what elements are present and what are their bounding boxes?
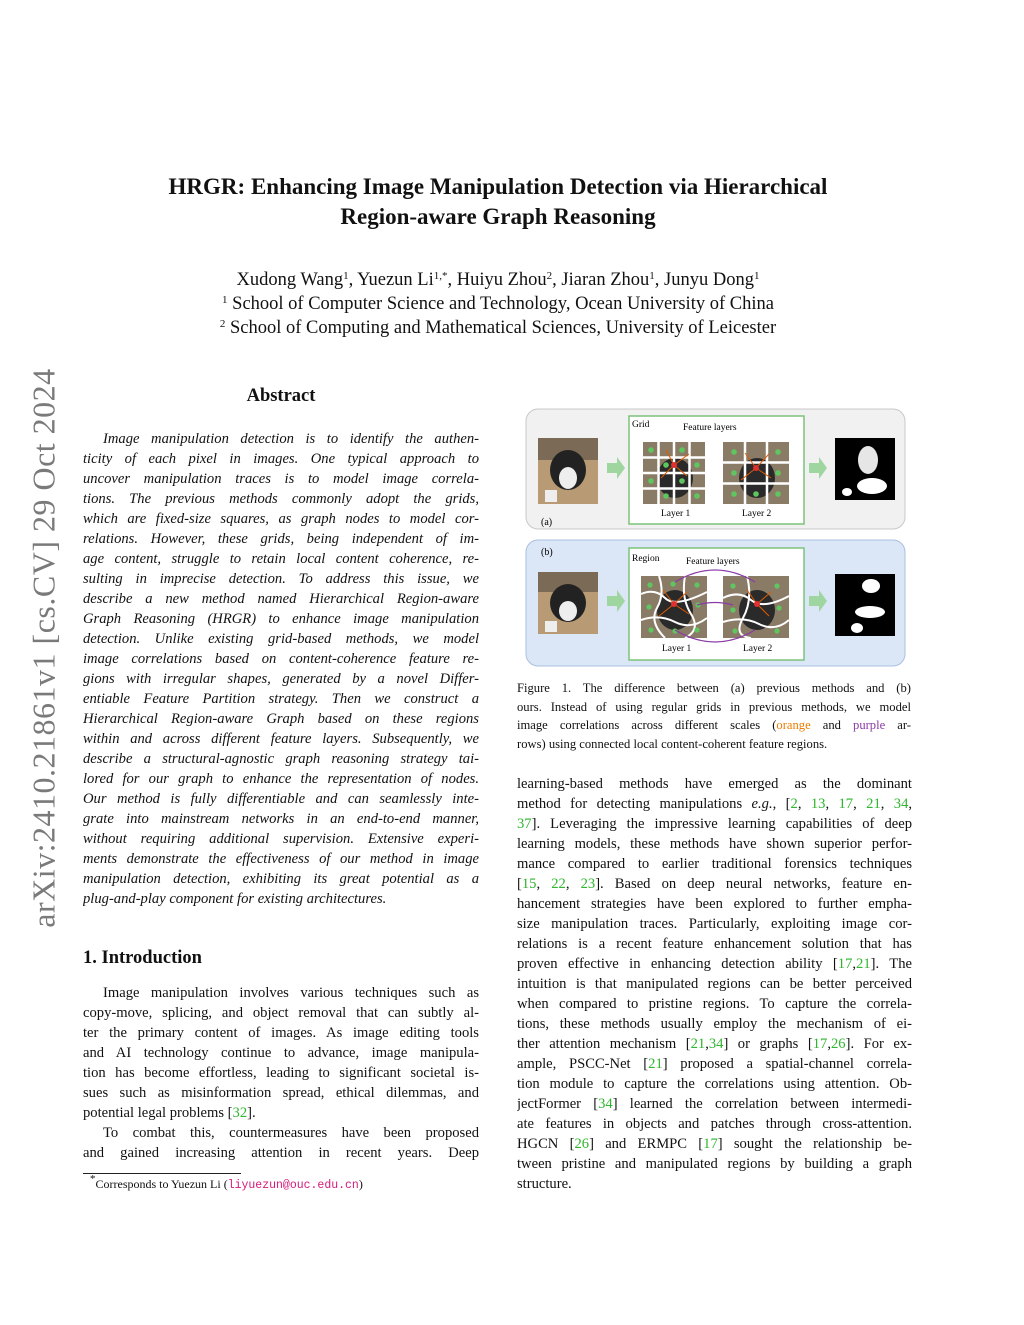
body-line xyxy=(517,1094,912,1114)
author-name: , Jiaran Zhou xyxy=(552,270,650,290)
abstract-line: Graph Reasoning (HRGR) to enhance image manipulation xyxy=(83,611,479,627)
body-line: [15, 22, 23]. Based on deep neural networks, feature en- xyxy=(517,876,912,892)
citation-link[interactable]: 17 xyxy=(703,1136,718,1152)
author-name: , Junyu Dong xyxy=(654,270,754,290)
footnote xyxy=(90,1173,363,1192)
abstract-line: describe a structural-agnostic graph reasoning strategy tai- xyxy=(83,751,479,767)
abstract-line: uncover manipulation traces is to model image correla- xyxy=(83,471,479,487)
citation-link[interactable]: 21 xyxy=(690,1036,706,1052)
text-run: ther attention mechanism [ xyxy=(517,1036,691,1052)
intro-line: sues such as misinformation spread, ethical dilemmas, and xyxy=(83,1085,479,1101)
footnote-mark: * xyxy=(90,1173,96,1185)
abstract-line: image correlations based on content-coherence feature re- xyxy=(83,651,479,667)
body-line: learning-based methods have emerged as the dominant xyxy=(517,776,912,792)
footnote-text: Corresponds to Yuezun Li ( xyxy=(95,1177,228,1191)
layer-2-label-b: Layer 2 xyxy=(743,644,773,654)
text-run: , xyxy=(565,876,581,892)
text-run: ] sought the relationship be- xyxy=(717,1136,912,1152)
citation-link[interactable]: 2 xyxy=(790,796,798,812)
caption-line: rows) using connected local content-coherent feature regions. xyxy=(517,736,828,751)
figure-1 xyxy=(525,408,907,670)
abstract-line: grate into mainstream networks in an end-to-end manner, xyxy=(83,811,479,827)
author-list xyxy=(120,268,876,292)
author-sup: 1 xyxy=(753,270,760,282)
footnote-text: ) xyxy=(358,1177,363,1191)
affiliation-1 xyxy=(120,292,876,316)
footnote-rule xyxy=(83,1173,241,1174)
input-image-a xyxy=(538,438,598,504)
intro-line: copy-move, splicing, and object removal that can subtly al- xyxy=(83,1005,479,1021)
text-run: jectFormer [ xyxy=(517,1096,599,1112)
abstract-line: without requiring additional supervision. Extensive experi- xyxy=(83,831,479,847)
body-line: ther attention mechanism [21,34] or graphs [17,26]. For ex- xyxy=(517,1036,912,1052)
arxiv-id: arXiv:2410.21861v1 [cs.CV] 29 Oct 2024 xyxy=(25,367,62,928)
input-image-b xyxy=(538,572,598,634)
body-line: when compared to pristine regions. To capture the correla- xyxy=(517,996,912,1012)
email-link[interactable]: liyuezun@ouc.edu.cn xyxy=(227,1179,359,1192)
citation-link[interactable]: 21 xyxy=(856,956,871,972)
abstract-line: relations. However, these grids, being independent of im- xyxy=(83,531,479,547)
body-line: structure. xyxy=(517,1176,572,1192)
caption-line: ours. Instead of using regular grids in previous methods, we model xyxy=(517,699,911,714)
abstract-line: lored for our graph to enhance the representation of nodes. xyxy=(83,771,479,787)
abstract-line: ticity of each pixel in images. One typical approach to xyxy=(83,451,479,467)
arxiv-stamp xyxy=(14,355,74,940)
author-name: Xudong Wang xyxy=(236,270,344,290)
citation-link[interactable]: 37 xyxy=(517,816,532,832)
body-line xyxy=(517,814,912,834)
text-run: ample, PSCC-Net [ xyxy=(517,1056,649,1072)
body-line: relations is a recent feature enhancement solution that has xyxy=(517,936,912,952)
citation-link[interactable]: 17 xyxy=(837,956,853,972)
body-line: tions, these methods usually employ the mechanism of ei- xyxy=(517,1016,912,1032)
citation-link[interactable]: 15 xyxy=(521,876,537,892)
text-run: , xyxy=(536,876,552,892)
text-run: e.g. xyxy=(751,796,773,812)
text-run: ]. xyxy=(247,1105,256,1121)
body-line xyxy=(517,1054,912,1074)
body-line: tion module to capture the correlations using attention. Ob- xyxy=(517,1076,912,1092)
text-run: ]. Leveraging the impressive learning capabilities of deep xyxy=(531,816,912,832)
abstract-line: ments demonstrate the effectiveness of our method in image xyxy=(83,851,479,867)
region-label: Region xyxy=(632,554,660,564)
citation-link[interactable]: 32 xyxy=(232,1105,248,1121)
body-line: mance compared to earlier traditional forensics techniques xyxy=(517,856,912,872)
author-sup: 1 xyxy=(649,270,655,282)
text-run: , [ xyxy=(772,796,791,812)
text-run: HGCN [ xyxy=(517,1136,575,1152)
text-run: ]. The xyxy=(870,956,912,972)
intro-line: To combat this, countermeasures have been proposed xyxy=(103,1125,479,1141)
feature-layers-label-b: Feature layers xyxy=(686,557,740,567)
paper-title xyxy=(120,172,876,232)
text-run: ]. For ex- xyxy=(845,1036,912,1052)
text-run: , xyxy=(853,796,867,812)
citation-link[interactable]: 23 xyxy=(580,876,596,892)
body-line: proven effective in enhancing detection ability [17,21]. The xyxy=(517,956,912,972)
body-line xyxy=(517,1134,912,1154)
abstract-heading: Abstract xyxy=(246,386,316,406)
citation-link[interactable]: 22 xyxy=(551,876,566,892)
text-run: ar- xyxy=(885,718,911,732)
layer-2-label-a: Layer 2 xyxy=(742,509,772,519)
orange-word: orange xyxy=(776,718,811,732)
abstract-line: entiable Feature Partition strategy. Then we construct a xyxy=(83,691,479,707)
author-sup: 1 xyxy=(343,270,349,282)
layer-1-regions xyxy=(641,576,707,638)
output-mask-a xyxy=(835,438,895,500)
abstract-line: within and across different feature layers. Subsequently, we xyxy=(83,731,479,747)
text-run: method for detecting manipulations xyxy=(517,796,752,812)
output-mask-b xyxy=(835,574,895,636)
body-line: ate features in objects and patches through cross-attention. xyxy=(517,1116,912,1132)
text-run: ] proposed a spatial-channel correla- xyxy=(662,1056,912,1072)
panel-b-label: (b) xyxy=(541,547,553,558)
text-run: ] and ERMPC [ xyxy=(589,1136,704,1152)
citation-link[interactable]: 13 xyxy=(810,796,826,812)
abstract-line: Hierarchical Region-aware Graph based on these regions xyxy=(83,711,479,727)
text-run: , xyxy=(797,796,811,812)
abstract-line: manipulation detection, exhibiting its great potential as a xyxy=(83,871,479,887)
panel-a-label: (a) xyxy=(541,517,553,528)
text-run: ] or graphs [ xyxy=(723,1036,813,1052)
citation-link[interactable]: 34 xyxy=(893,796,909,812)
affiliation-text: School of Computing and Mathematical Sciences, University of Leicester xyxy=(225,318,777,338)
affiliation-text: School of Computer Science and Technology, Ocean University of China xyxy=(227,294,774,314)
layer-1-label-a: Layer 1 xyxy=(661,509,691,519)
caption-line: Figure 1. The difference between (a) previous methods and (b) xyxy=(517,681,911,695)
feature-layers-label-a: Feature layers xyxy=(683,423,737,433)
citation-link[interactable]: 21 xyxy=(866,796,881,812)
text-run: potential legal problems [ xyxy=(83,1105,233,1121)
abstract-line: gions with irregular shapes, generated by a novel Differ- xyxy=(83,671,479,687)
author-name: , Yuezun Li xyxy=(348,270,434,290)
text-run: , xyxy=(825,796,839,812)
abstract-line: tions. The previous methods commonly adopt the grids, xyxy=(83,491,479,507)
layer-2-regions xyxy=(723,576,789,638)
abstract-line: detection. Unlike existing grid-based methods, we model xyxy=(83,631,479,647)
author-sup: 2 xyxy=(546,270,553,282)
body-line: size manipulation traces. Particularly, exploiting image cor- xyxy=(517,916,912,932)
layer-2-grid xyxy=(723,442,789,504)
author-name: , Huiyu Zhou xyxy=(447,270,547,290)
abstract-line: sulting in imprecise detection. To address this issue, we xyxy=(83,571,479,587)
abstract-line: Our method is fully differentiable and can seamlessly inte- xyxy=(83,791,479,807)
intro-line: and AI technology continue to advance, image manipula- xyxy=(83,1045,479,1061)
abstract-line: plug-and-play component for existing architectures. xyxy=(83,891,387,907)
layer-1-grid xyxy=(643,442,705,504)
body-line: learning models, these methods have shown superior perfor- xyxy=(517,836,912,852)
abstract-line: which are fixed-size squares, as graph nodes to model cor- xyxy=(83,511,479,527)
citation-link[interactable]: 34 xyxy=(598,1096,613,1112)
citation-link[interactable]: 21 xyxy=(648,1056,663,1072)
intro-line xyxy=(83,1103,479,1123)
intro-line: and gained increasing attention in recent years. Deep xyxy=(83,1145,479,1161)
citation-link[interactable]: 17 xyxy=(812,1036,828,1052)
abstract-line: age content, struggle to retain local content coherence, re- xyxy=(83,551,479,567)
text-run: image correlations across different scales ( xyxy=(517,718,777,732)
author-sup: 1,* xyxy=(433,270,448,282)
body-line: tween pristine and manipulated regions by building a graph xyxy=(517,1156,912,1172)
citation-link[interactable]: 26 xyxy=(574,1136,590,1152)
author-block xyxy=(120,268,876,340)
abstract-body xyxy=(83,429,479,909)
citation-link[interactable]: 26 xyxy=(830,1036,846,1052)
citation-link[interactable]: 34 xyxy=(708,1036,724,1052)
affiliation-2 xyxy=(120,316,876,340)
grid-label: Grid xyxy=(632,420,650,430)
citation-link[interactable]: 17 xyxy=(838,796,854,812)
intro-line: Image manipulation involves various techniques such as xyxy=(103,985,479,1001)
text-run: , xyxy=(880,796,894,812)
intro-line: ter the primary content of images. As image editing tools xyxy=(83,1025,479,1041)
text-run: ] learned the correlation between intermedi- xyxy=(612,1096,912,1112)
affiliation-sup: 2 xyxy=(219,318,226,330)
figure-caption xyxy=(517,679,911,753)
affiliation-sup: 1 xyxy=(222,294,228,306)
intro-line: tion has become effortless, leading to significant societal is- xyxy=(83,1065,479,1081)
abstract-line: Image manipulation detection is to identify the authen- xyxy=(103,431,479,447)
text-run: ]. Based on deep neural networks, feature en- xyxy=(595,876,912,892)
title-line-1: HRGR: Enhancing Image Manipulation Detection via Hierarchical xyxy=(168,174,828,199)
text-run: proven effective in enhancing detection ability [ xyxy=(517,956,838,972)
body-line: hancement strategies have been explored to further empha- xyxy=(517,896,912,912)
intro-body xyxy=(83,983,479,1163)
right-column-body xyxy=(517,774,912,1194)
title-line-2: Region-aware Graph Reasoning xyxy=(340,204,656,229)
layer-1-label-b: Layer 1 xyxy=(662,644,692,654)
body-line: intuition is that manipulated regions can be better perceived xyxy=(517,976,912,992)
intro-heading: 1. Introduction xyxy=(83,948,202,968)
abstract-line: describe a new method named Hierarchical Region-aware xyxy=(83,591,479,607)
text-run: and xyxy=(810,718,854,732)
caption-line xyxy=(517,716,911,735)
body-line: method for detecting manipulations e.g., [2, 13, 17, 21, 34, xyxy=(517,796,912,812)
purple-word: purple xyxy=(853,718,886,732)
